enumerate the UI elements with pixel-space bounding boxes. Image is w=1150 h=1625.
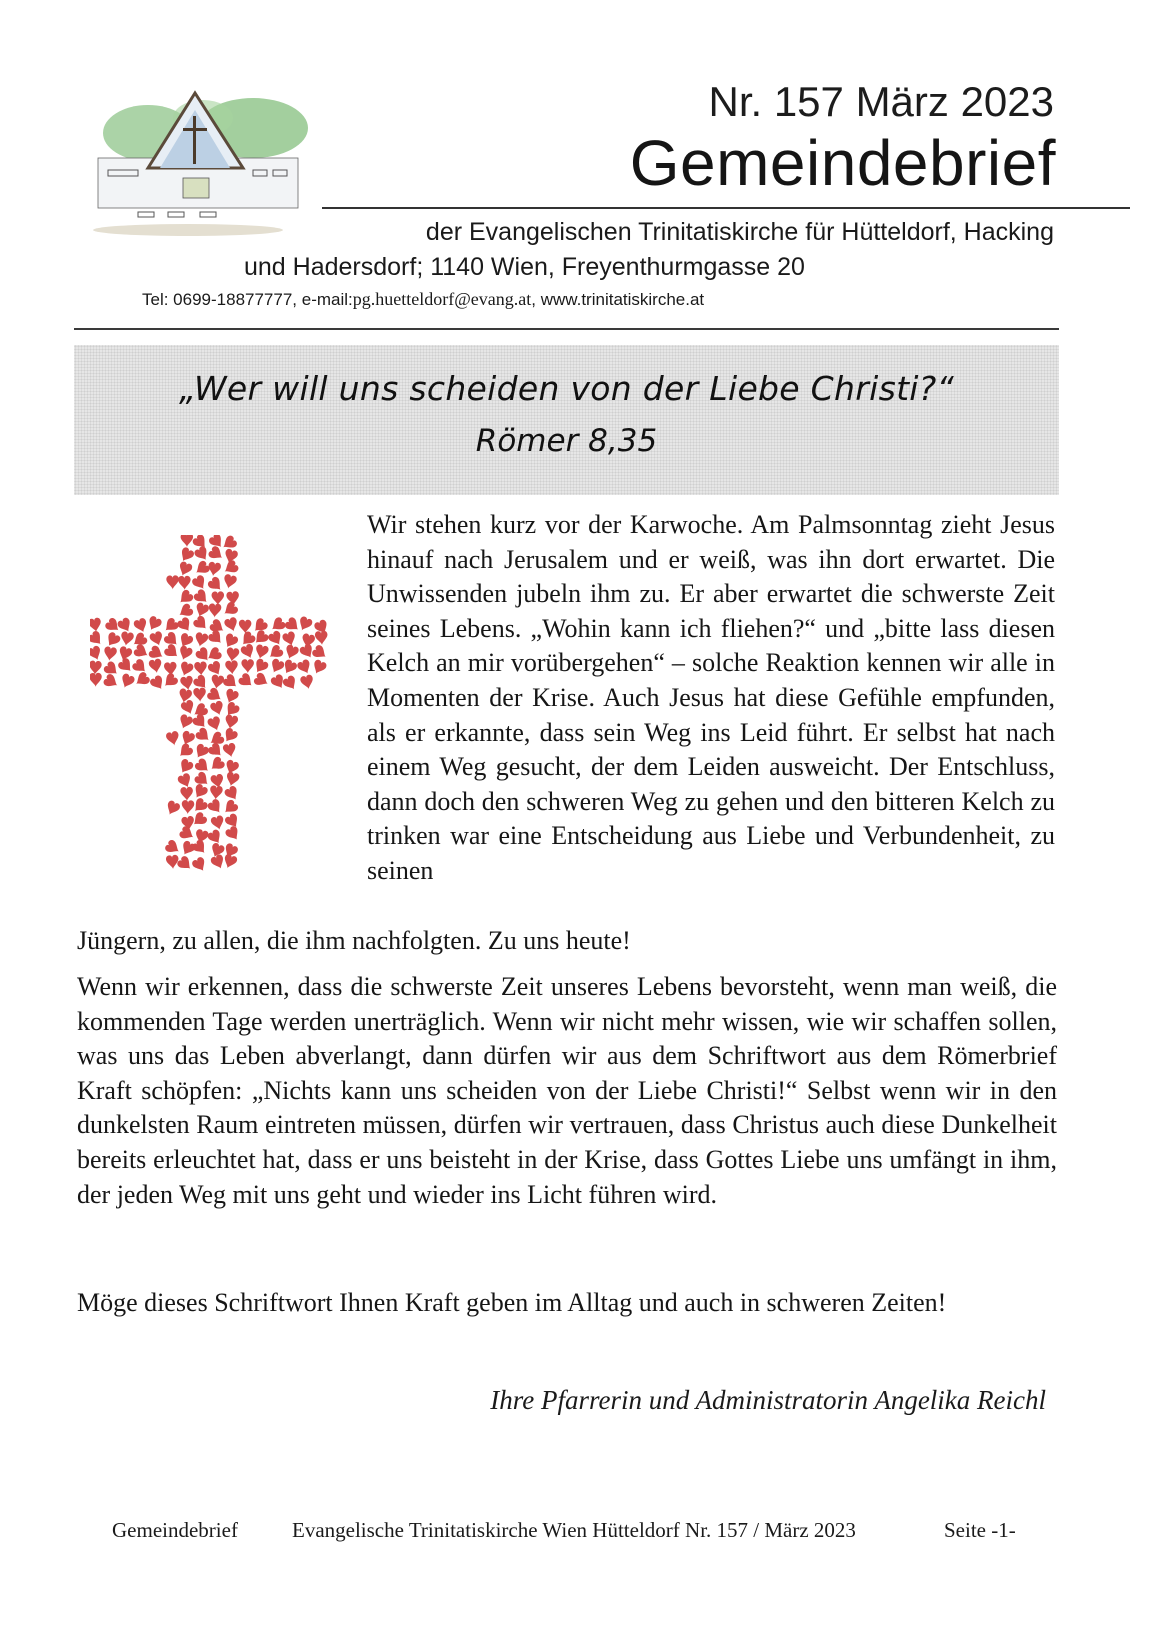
bible-quote: „Wer will uns scheiden von der Liebe Christi?“ xyxy=(179,369,954,408)
heart-mark xyxy=(206,575,225,594)
heart-mark xyxy=(166,575,179,589)
heart-mark xyxy=(207,629,226,648)
heart-mark xyxy=(222,742,237,758)
heart-mark xyxy=(210,815,226,832)
paragraph-1: Wir stehen kurz vor der Karwoche. Am Palmsonntag zieht Jesus hinauf nach Jerusalem und er weiß, was ihn dort erwartet. Die Unwissenden jubeln ihm zu. Er aber erwartet die schwerste Zeit seines Lebens. „Wohin kann ich fliehen?“ und „bitte lass diesen Kelch an mir vorübergehen“ – solche Reaktion kennen wir alle in Momenten der Krise. Auch Jesus hat diese Gefühle empfunden, als er erkannte, dass sein Weg ins Leid führt. Er selbst hat nach einem Weg gesucht, der dem Leiden ausweicht. Der Entschluss, dann doch den schweren Weg zu gehen und den bitteren Kelch zu trinken war eine Entscheidung aus Liebe und Verbundenheit, zu seinen xyxy=(367,510,1055,885)
bible-quote-box xyxy=(74,345,1059,495)
heart-mark xyxy=(164,839,182,857)
heart-mark xyxy=(133,671,152,689)
heart-mark xyxy=(207,755,226,773)
heart-mark xyxy=(209,700,225,717)
heart-mark xyxy=(193,687,206,702)
heart-mark xyxy=(281,658,299,676)
heart-mark xyxy=(104,631,122,650)
church-illustration xyxy=(88,88,318,238)
heart-mark xyxy=(221,559,239,577)
heart-mark xyxy=(206,798,224,817)
heart-mark xyxy=(311,644,330,662)
heart-mark xyxy=(224,825,242,844)
paragraph-1-continued: Jüngern, zu allen, die ihm nachfolgten. Zu uns heute! xyxy=(77,926,631,955)
heart-mark xyxy=(178,576,191,590)
church-icon xyxy=(88,88,318,238)
heart-mark xyxy=(103,646,117,662)
heart-mark xyxy=(194,726,213,745)
heart-mark xyxy=(225,660,239,675)
heart-mark xyxy=(210,853,227,871)
heart-mark xyxy=(119,673,136,691)
heart-mark xyxy=(90,617,102,633)
heart-mark xyxy=(315,631,329,646)
heart-mark xyxy=(253,672,271,690)
heart-mark xyxy=(191,574,209,592)
heart-mark xyxy=(165,730,180,746)
section-divider xyxy=(74,328,1059,330)
heart-mark xyxy=(300,674,315,690)
heart-mark xyxy=(239,620,252,634)
heart-mark xyxy=(224,714,239,730)
heart-mark xyxy=(161,672,180,691)
heart-mark xyxy=(241,659,254,673)
heart-mark xyxy=(225,771,240,788)
heart-mark xyxy=(178,825,196,843)
heart-mark xyxy=(222,853,239,870)
issue-number: Nr. 157 März 2023 xyxy=(708,78,1054,125)
heart-mark xyxy=(206,686,224,704)
contact-phone: Tel: 0699-18877777, e-mail: xyxy=(142,290,353,309)
heart-mark xyxy=(210,674,225,690)
heart-mark xyxy=(192,559,211,577)
heart-mark xyxy=(194,632,209,648)
heart-mark xyxy=(209,785,223,800)
heart-mark xyxy=(176,742,195,761)
heart-mark xyxy=(90,660,102,675)
heart-mark xyxy=(131,658,150,677)
heart-mark xyxy=(148,658,163,674)
paragraph-3: Möge dieses Schriftwort Ihnen Kraft geben im Alltag und auch in schweren Zeiten! xyxy=(77,1288,947,1317)
subtitle-line-1: der Evangelischen Trinitatiskirche für Hütteldorf, Hacking xyxy=(425,218,1054,246)
heart-mark xyxy=(221,601,240,619)
heart-mark xyxy=(181,535,194,547)
contact-email-link[interactable]: pg.huetteldorf@evang.at xyxy=(352,289,532,309)
heart-mark xyxy=(223,616,239,633)
contact-info xyxy=(142,289,704,310)
cross-of-hearts-illustration xyxy=(90,535,330,875)
heart-mark xyxy=(221,798,240,817)
heart-mark xyxy=(194,661,208,676)
heart-mark xyxy=(163,643,182,662)
footer-page-number: Seite -1- xyxy=(944,1518,1016,1542)
footer-issue-info: Evangelische Trinitatiskirche Wien Hütteldorf Nr. 157 / März 2023 xyxy=(292,1518,856,1542)
heart-mark xyxy=(191,713,210,732)
heart-mark xyxy=(206,715,223,732)
heart-mark xyxy=(180,699,197,717)
heart-mark xyxy=(282,674,300,692)
heart-mark xyxy=(133,617,150,634)
heart-mark xyxy=(176,616,194,635)
heart-mark xyxy=(211,591,224,605)
heart-mark xyxy=(296,615,313,633)
heart-mark xyxy=(149,630,166,647)
heart-mark xyxy=(207,545,226,563)
heart-mark xyxy=(222,574,237,591)
heart-mark xyxy=(268,657,285,675)
heart-mark xyxy=(192,614,211,633)
heart-mark xyxy=(102,673,120,691)
heart-mark xyxy=(177,561,194,579)
heart-mark xyxy=(254,644,270,661)
heart-mark xyxy=(180,787,193,801)
heart-mark xyxy=(149,674,167,692)
heart-mark xyxy=(208,603,221,618)
subtitle-line-2: und Hadersdorf; 1140 Wien, Freyenthurmgasse 20 xyxy=(244,253,805,281)
heart-mark xyxy=(177,772,194,790)
heart-mark xyxy=(192,743,210,761)
heart-mark xyxy=(90,673,102,687)
heart-mark xyxy=(222,673,241,692)
heart-mark xyxy=(237,672,256,691)
heart-mark xyxy=(221,727,239,746)
newsletter-title: Gemeindebrief xyxy=(629,127,1056,199)
heart-mark xyxy=(164,799,181,817)
bible-reference: Römer 8,35 xyxy=(475,423,658,459)
signature: Ihre Pfarrerin und Administratorin Angelika Reichl xyxy=(490,1385,1046,1415)
heart-mark xyxy=(145,615,163,633)
heart-mark xyxy=(176,855,195,874)
heart-mark xyxy=(310,659,327,677)
heart-mark xyxy=(225,647,239,663)
header-divider xyxy=(322,207,1130,209)
heart-mark xyxy=(177,546,195,564)
heart-mark xyxy=(133,643,151,661)
heart-mark xyxy=(166,855,180,870)
heart-mark xyxy=(191,838,210,857)
footer-publication: Gemeindebrief xyxy=(112,1518,238,1542)
heart-mark xyxy=(284,616,303,635)
heart-mark xyxy=(191,856,209,874)
contact-website-link[interactable]: , www.trinitatiskirche.at xyxy=(531,290,705,309)
heart-cross-icon xyxy=(90,535,330,875)
heart-mark xyxy=(181,800,194,814)
heart-mark xyxy=(178,661,195,678)
heart-mark xyxy=(90,630,105,649)
heart-mark xyxy=(240,643,257,661)
heart-mark xyxy=(177,713,194,731)
heart-mark xyxy=(177,645,194,662)
heart-mark xyxy=(296,658,313,676)
heart-mark xyxy=(283,644,300,661)
heart-mark xyxy=(90,645,104,663)
heart-mark xyxy=(207,741,226,760)
heart-mark xyxy=(193,545,211,564)
heart-mark xyxy=(120,631,135,647)
paragraph-2: Wenn wir erkennen, dass die schwerste Zeit unseres Lebens bevorsteht, wenn man weiß, die kommenden Tage werden unerträglich. Wenn wir nicht mehr wissen, wie wir schaffen sollen, was uns das Leben abverlangt, dann dürfen wir aus dem Schriftwort aus dem Römerbrief Kraft schöpfen: „Nichts kann uns scheiden von der Liebe Christi!“ Selbst wenn wir in den dunkelsten Raum eintreten müssen, dürfen wir vertrauen, dass Christus auch diese Dunkelheit bereits erleuchtet hat, dass er uns beisteht in der Krise, dass Gottes Liebe uns umfängt in ihm, der jeden Weg mit uns geht und wieder ins Licht führen wird. xyxy=(77,972,1057,1209)
